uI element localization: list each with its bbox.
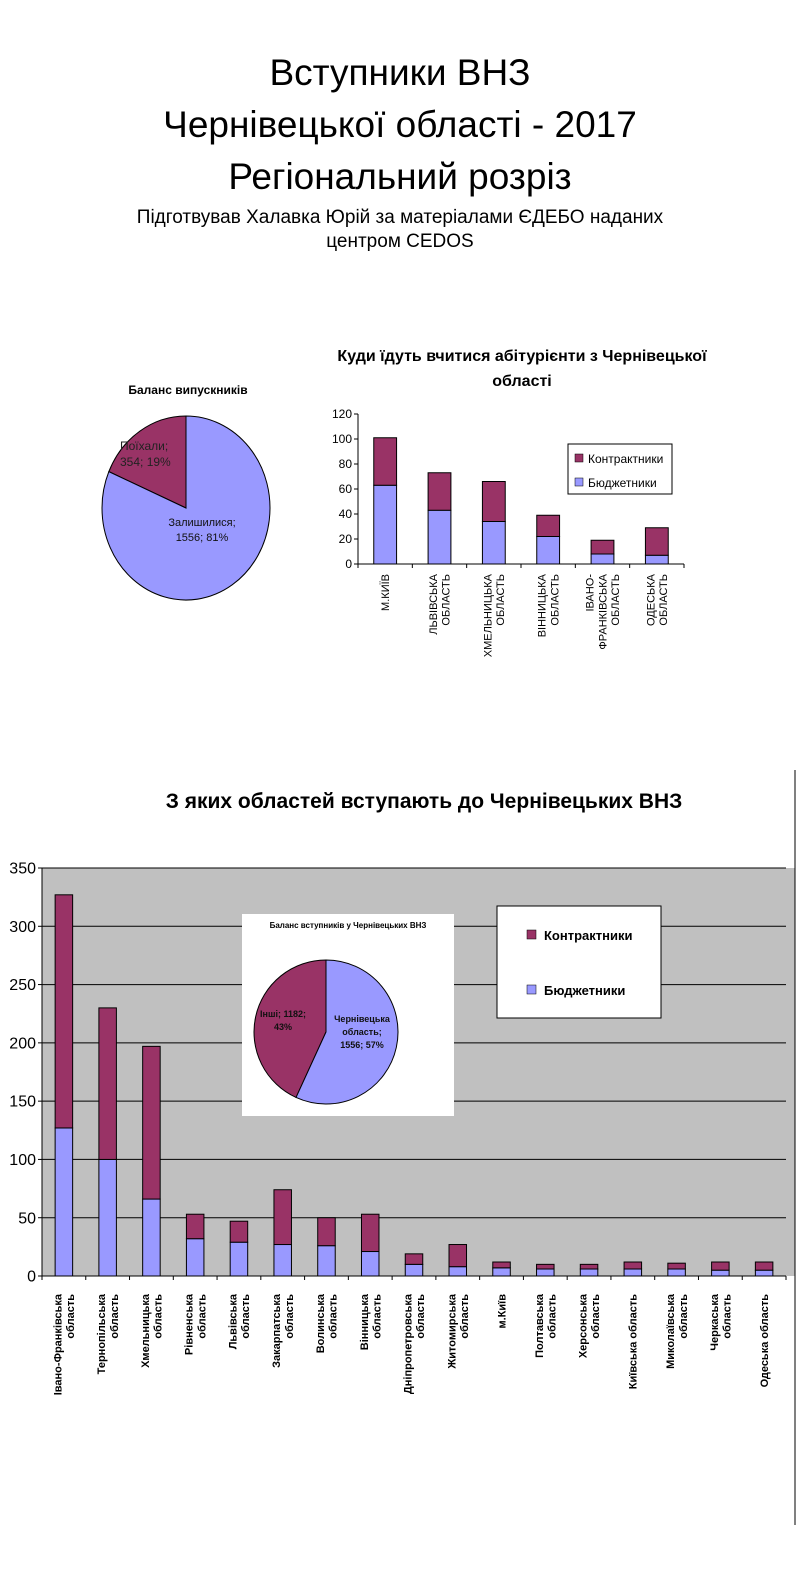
category-label-line: Житомирська — [446, 1294, 459, 1369]
y-tick-label: 100 — [331, 432, 352, 447]
category-label-line: область — [240, 1294, 253, 1339]
category-label-line: М.КИЇВ — [380, 574, 393, 611]
page-subtitle-line-2: центром CEDOS — [326, 231, 474, 252]
y-tick-label: 0 — [27, 1268, 36, 1286]
y-tick-label: 20 — [338, 532, 352, 547]
category-label-line: Львівська — [227, 1294, 240, 1350]
category-label-line: Вінницька — [358, 1294, 371, 1351]
y-tick-label: 120 — [331, 407, 352, 422]
category-label-line: Черкаська — [708, 1294, 721, 1351]
y-tick-label: 200 — [9, 1035, 36, 1053]
category-label-line: область — [65, 1294, 78, 1339]
page-subtitle-line-1: Підготвував Халавка Юрій за матеріалами ЄДЕБО наданих — [136, 207, 664, 228]
category-label-line: область — [152, 1294, 165, 1339]
category-label-line: область — [677, 1294, 690, 1339]
y-tick-label: 350 — [9, 860, 36, 878]
entrants-pie-title: Баланс вступників у Чернівецьких ВНЗ — [269, 921, 427, 930]
category-label-line: ОБЛАСТЬ — [658, 574, 671, 626]
category-label-line: Рівненська — [183, 1294, 196, 1356]
category-label-line: Полтавська — [533, 1294, 546, 1358]
graduates-pie-title: Баланс випускників — [128, 383, 248, 397]
pie-label-chernivtsi: Чернівецька область; 1556; 57% — [334, 1014, 390, 1050]
category-label-line: область — [108, 1294, 121, 1339]
category-label-line: Миколаївська — [665, 1294, 678, 1369]
legend-label-budget: Бюджетники — [544, 983, 626, 998]
category-label-line: м.Київ — [496, 1294, 509, 1329]
category-label-line: область — [196, 1294, 209, 1339]
category-label-line: ОБЛАСТЬ — [495, 574, 508, 626]
legend-label-budget: Бюджетники — [588, 476, 657, 490]
y-tick-label: 60 — [338, 482, 352, 497]
category-label-line: ОДЕСЬКА — [645, 574, 658, 627]
category-label-line: область — [590, 1294, 603, 1339]
category-label-line: ОБЛАСТЬ — [610, 574, 622, 626]
destination-chart-title-line-1: Куди їдуть вчитися абітурієнти з Чернівецької — [337, 348, 707, 365]
category-label-line: область — [458, 1294, 471, 1339]
category-label-line: ФРАНКІВСЬКА — [597, 574, 610, 650]
pie-label-stayed: Залишилися; 1556; 81% — [168, 517, 236, 544]
y-tick-label: 150 — [9, 1093, 36, 1111]
category-label-line: область — [415, 1294, 428, 1339]
category-label-line: Тернопільська — [96, 1294, 109, 1375]
legend-label-contract: Контрактники — [588, 452, 664, 466]
category-label-line: Одеська область — [758, 1294, 771, 1388]
y-tick-label: 50 — [18, 1210, 36, 1228]
category-label-line: Закарпатська — [271, 1294, 284, 1368]
source-regions-chart-title: З яких областей вступають до Чернівецьких ВНЗ — [165, 790, 683, 813]
pie-label-others: Інші; 1182; 43% — [260, 1009, 306, 1032]
category-label-line: область — [283, 1294, 296, 1339]
category-label-line: ІВАНО- — [584, 574, 597, 612]
destination-chart-title-line-2: області — [492, 373, 552, 390]
page-title-line-2: Чернівецької області - 2017 — [163, 104, 637, 145]
category-label-line: Херсонська — [577, 1294, 590, 1359]
y-tick-label: 250 — [9, 977, 36, 995]
category-label-line: Волинська — [314, 1294, 327, 1354]
page-title-line-1: Вступники ВНЗ — [269, 52, 531, 93]
legend-label-contract: Контрактники — [544, 928, 633, 943]
y-tick-label: 0 — [345, 557, 352, 572]
y-tick-label: 100 — [9, 1152, 36, 1170]
category-label-line: ОБЛАСТЬ — [440, 574, 453, 626]
category-label-line: Хмельницька — [139, 1294, 152, 1368]
category-label-line: ВІННИЦЬКА — [536, 574, 549, 638]
category-label-line: ОБЛАСТЬ — [549, 574, 562, 626]
y-tick-label: 300 — [9, 918, 36, 936]
category-label-line: Київська область — [627, 1294, 640, 1390]
category-label-line: область — [546, 1294, 559, 1339]
category-label-line: область — [721, 1294, 734, 1339]
category-label-line: ЛЬВІВСЬКА — [428, 574, 441, 635]
category-label-line: Дніпропетровська — [402, 1294, 415, 1395]
category-label-line: ХМЕЛЬНИЦЬКА — [482, 574, 495, 658]
category-label-line: область — [371, 1294, 384, 1339]
category-label-line: Івано-Франківська — [52, 1294, 65, 1396]
y-tick-label: 80 — [338, 457, 352, 472]
category-label-line: область — [327, 1294, 340, 1339]
page-title-line-3: Регіональний розріз — [228, 156, 572, 197]
pie-label-left: Поїхали; 354; 19% — [120, 439, 171, 469]
y-tick-label: 40 — [338, 507, 352, 522]
